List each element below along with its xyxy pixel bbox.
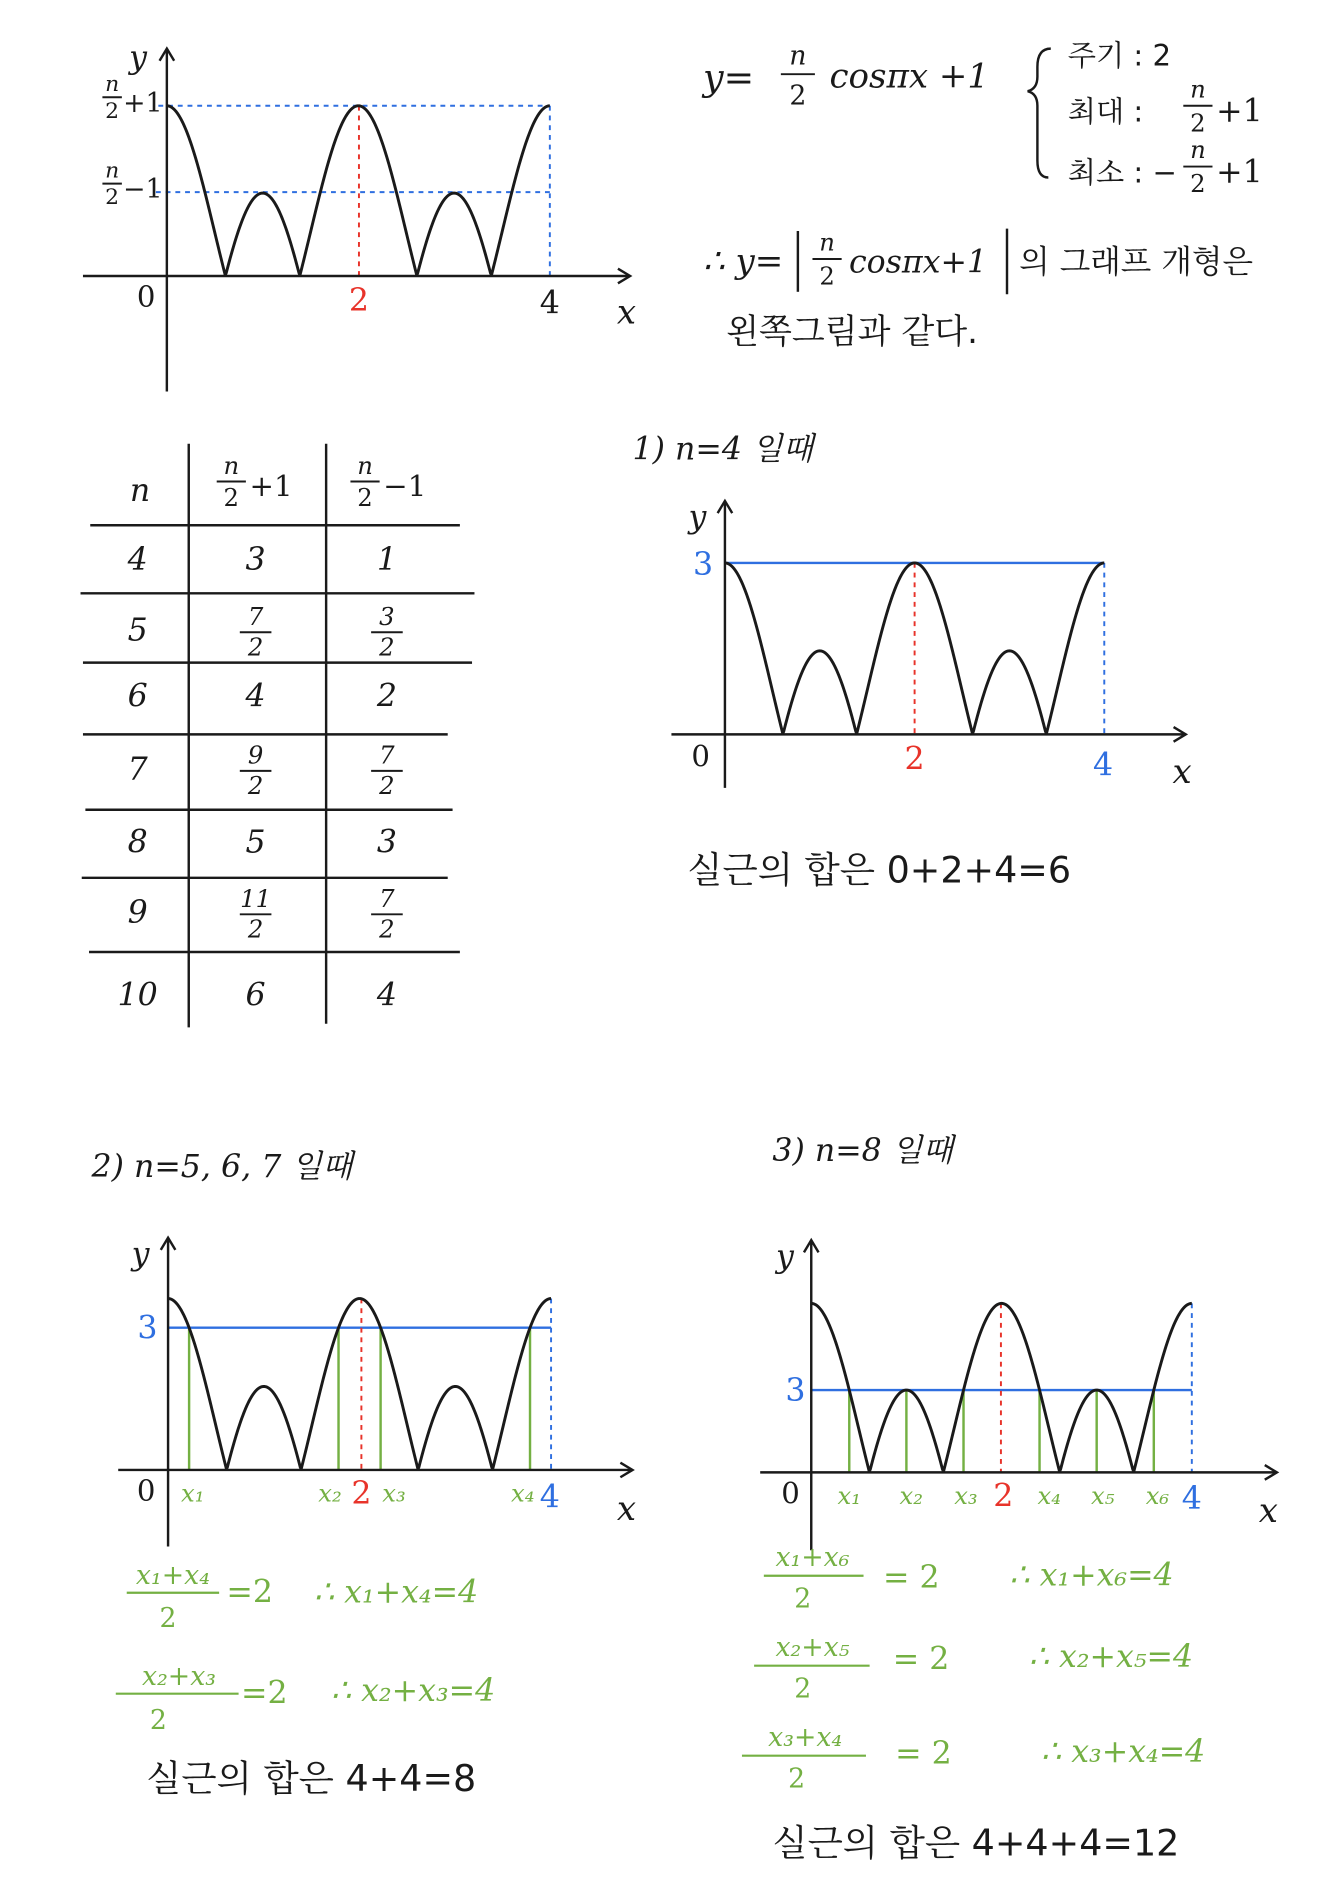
max-tail: +1 (1216, 93, 1263, 130)
y-axis-label: y (688, 499, 707, 536)
table-body (118, 542, 403, 1013)
root-label: x₂ (318, 1478, 342, 1508)
root-label: x₁ (181, 1478, 205, 1508)
case2-section (90, 1149, 636, 1800)
equation2-equals: = 2 (892, 1641, 950, 1678)
origin-label: 0 (781, 1475, 800, 1510)
table-cell: 3 (245, 542, 266, 579)
root-label: x₄ (511, 1478, 535, 1508)
equation3-result: ∴ x₃+x₄=4 (1041, 1733, 1206, 1770)
root-label: x₄ (1037, 1481, 1062, 1511)
min-label-numerator: n (105, 158, 120, 184)
table-cell-numerator: 7 (247, 601, 264, 631)
case1-heading: 1) n=4 일때 (632, 431, 814, 468)
origin-label: 0 (136, 279, 156, 314)
case1-section (633, 432, 1192, 892)
case3-root-sum: 실근의 합은 4+4+4=12 (772, 1821, 1180, 1865)
table-cell: 3 (376, 824, 397, 861)
equation1-denominator: 2 (794, 1583, 812, 1615)
case3-heading: 3) n=8 일때 (772, 1133, 953, 1170)
min-tail: +1 (1216, 154, 1263, 191)
y-axis-label: y (129, 40, 148, 77)
equation2-result: ∴ x₂+x₅=4 (1028, 1638, 1194, 1675)
x-axis-label: x (616, 1488, 637, 1529)
root-label: x₆ (1145, 1481, 1170, 1511)
table-cell: 8 (127, 824, 148, 861)
table-cell-numerator: 9 (247, 740, 264, 770)
min-denominator: 2 (1190, 169, 1206, 199)
level-label: 3 (692, 547, 714, 584)
conclusion-numerator: n (819, 227, 835, 257)
table-header-plus-tail: +1 (249, 469, 293, 504)
origin-label: 0 (691, 738, 710, 773)
equation2-result: ∴ x₂+x₃=4 (330, 1672, 496, 1709)
equation1-equals: = 2 (882, 1559, 940, 1596)
table-cell: 4 (376, 977, 397, 1014)
equation1-equals: =2 (226, 1574, 274, 1611)
tick-label-2: 2 (351, 1476, 372, 1513)
case2-heading: 2) n=5, 6, 7 일때 (91, 1148, 353, 1185)
tick-label-2: 2 (348, 283, 370, 320)
tick-label-4: 4 (1092, 747, 1114, 784)
level-label: 3 (137, 1310, 158, 1347)
table-cell: 7 (127, 751, 148, 788)
x-axis-label: x (616, 292, 637, 333)
equation2-numerator: x₂+x₃ (142, 1661, 217, 1693)
graph-curve (168, 1299, 551, 1470)
formula-numerator: n (789, 40, 807, 72)
tick-label-2: 2 (993, 1478, 1014, 1515)
graph-curve (167, 106, 550, 275)
table-cell: 4 (245, 678, 266, 715)
equation3-denominator: 2 (788, 1763, 806, 1795)
period-text: 주기 : 2 (1067, 38, 1172, 73)
root-label: x₃ (382, 1478, 406, 1508)
table-cell-numerator: 7 (379, 740, 395, 770)
table-cell: 4 (127, 542, 148, 579)
root-label: x₂ (899, 1481, 923, 1511)
equation3-equals: = 2 (895, 1736, 952, 1773)
table-cell-denominator: 2 (379, 914, 395, 944)
function-properties (1068, 39, 1263, 198)
table-cell: 2 (376, 678, 397, 715)
conclusion-line2: 왼쪽그림과 같다. (726, 311, 978, 352)
x-axis-label: x (1172, 752, 1192, 793)
root-label: x₅ (1091, 1481, 1115, 1511)
graph-curve (725, 563, 1104, 734)
tick-label-2: 2 (904, 741, 925, 778)
table-cell-numerator: 11 (240, 884, 272, 914)
table-header-plus-denominator: 2 (223, 482, 240, 512)
table-cell: 6 (127, 678, 148, 715)
value-table (81, 444, 475, 1028)
case3-section (742, 1133, 1278, 1864)
conclusion-lead: ∴ y= (703, 241, 784, 282)
equation1-result: ∴ x₁+x₄=4 (313, 1574, 479, 1611)
equation2-equals: =2 (241, 1675, 288, 1712)
table-cell: 5 (245, 824, 266, 861)
table-cell-denominator: 2 (379, 770, 395, 800)
root-label: x₁ (837, 1481, 861, 1511)
min-label-tail: −1 (123, 174, 163, 206)
table-header-n: n (129, 472, 151, 509)
table-header-plus-numerator: n (223, 451, 240, 481)
conclusion-denominator: 2 (819, 261, 835, 291)
level-label: 3 (785, 1373, 806, 1410)
equation2-numerator: x₂+x₅ (775, 1631, 850, 1663)
table-header-minus-denominator: 2 (357, 482, 373, 512)
case1-root-sum: 실근의 합은 0+2+4=6 (687, 848, 1072, 892)
y-axis-label: y (775, 1238, 794, 1275)
equation2-denominator: 2 (794, 1673, 812, 1705)
table-header-minus-tail: −1 (383, 469, 427, 504)
origin-label: 0 (136, 1473, 156, 1508)
tick-label-4: 4 (1181, 1480, 1202, 1517)
tick-label-4: 4 (539, 285, 560, 322)
table-cell: 10 (117, 977, 158, 1014)
max-numerator: n (1190, 74, 1206, 104)
formula-denominator: 2 (789, 80, 807, 112)
equation1-result: ∴ x₁+x₆=4 (1009, 1557, 1174, 1594)
brace (1028, 49, 1051, 178)
max-label-denominator: 2 (105, 98, 120, 124)
top-graph (83, 40, 636, 391)
tick-label-4: 4 (539, 1479, 560, 1516)
max-label-numerator: n (105, 72, 120, 98)
table-cell: 6 (245, 977, 266, 1014)
case2-root-sum: 실근의 합은 4+4=8 (146, 1756, 477, 1800)
function-formula (701, 40, 989, 111)
table-header-minus-numerator: n (357, 451, 373, 481)
min-label-denominator: 2 (105, 185, 120, 211)
table-cell: 1 (376, 542, 397, 579)
equation3-numerator: x₃+x₄ (768, 1721, 843, 1753)
equation1-denominator: 2 (159, 1602, 177, 1634)
table-cell-denominator: 2 (247, 632, 264, 662)
table-cell-numerator: 3 (379, 601, 395, 631)
table-cell: 5 (127, 612, 148, 649)
min-prefix: 최소 : − (1067, 155, 1177, 190)
max-prefix: 최대 : (1067, 94, 1144, 129)
max-label-tail: +1 (123, 87, 163, 119)
table-cell-denominator: 2 (247, 770, 264, 800)
graph-curve (811, 1303, 1192, 1471)
min-numerator: n (1190, 135, 1206, 165)
equation1-numerator: x₁+x₄ (135, 1560, 210, 1592)
table-cell: 9 (127, 894, 148, 931)
table-cell-denominator: 2 (247, 914, 264, 944)
table-cell-denominator: 2 (379, 632, 395, 662)
formula-rhs: cosπx +1 (829, 56, 990, 97)
y-axis-label: y (131, 1236, 150, 1273)
equation1-numerator: x₁+x₆ (775, 1542, 850, 1574)
max-denominator: 2 (1190, 108, 1206, 138)
equation2-denominator: 2 (149, 1704, 167, 1736)
x-axis-label: x (1258, 1491, 1279, 1532)
root-label: x₃ (954, 1481, 978, 1511)
formula-lhs: y= (703, 55, 755, 99)
conclusion (703, 227, 1253, 351)
conclusion-tail: 의 그래프 개형은 (1019, 244, 1254, 281)
table-cell-numerator: 7 (379, 884, 395, 914)
conclusion-inner: cosπx+1 (848, 244, 988, 281)
